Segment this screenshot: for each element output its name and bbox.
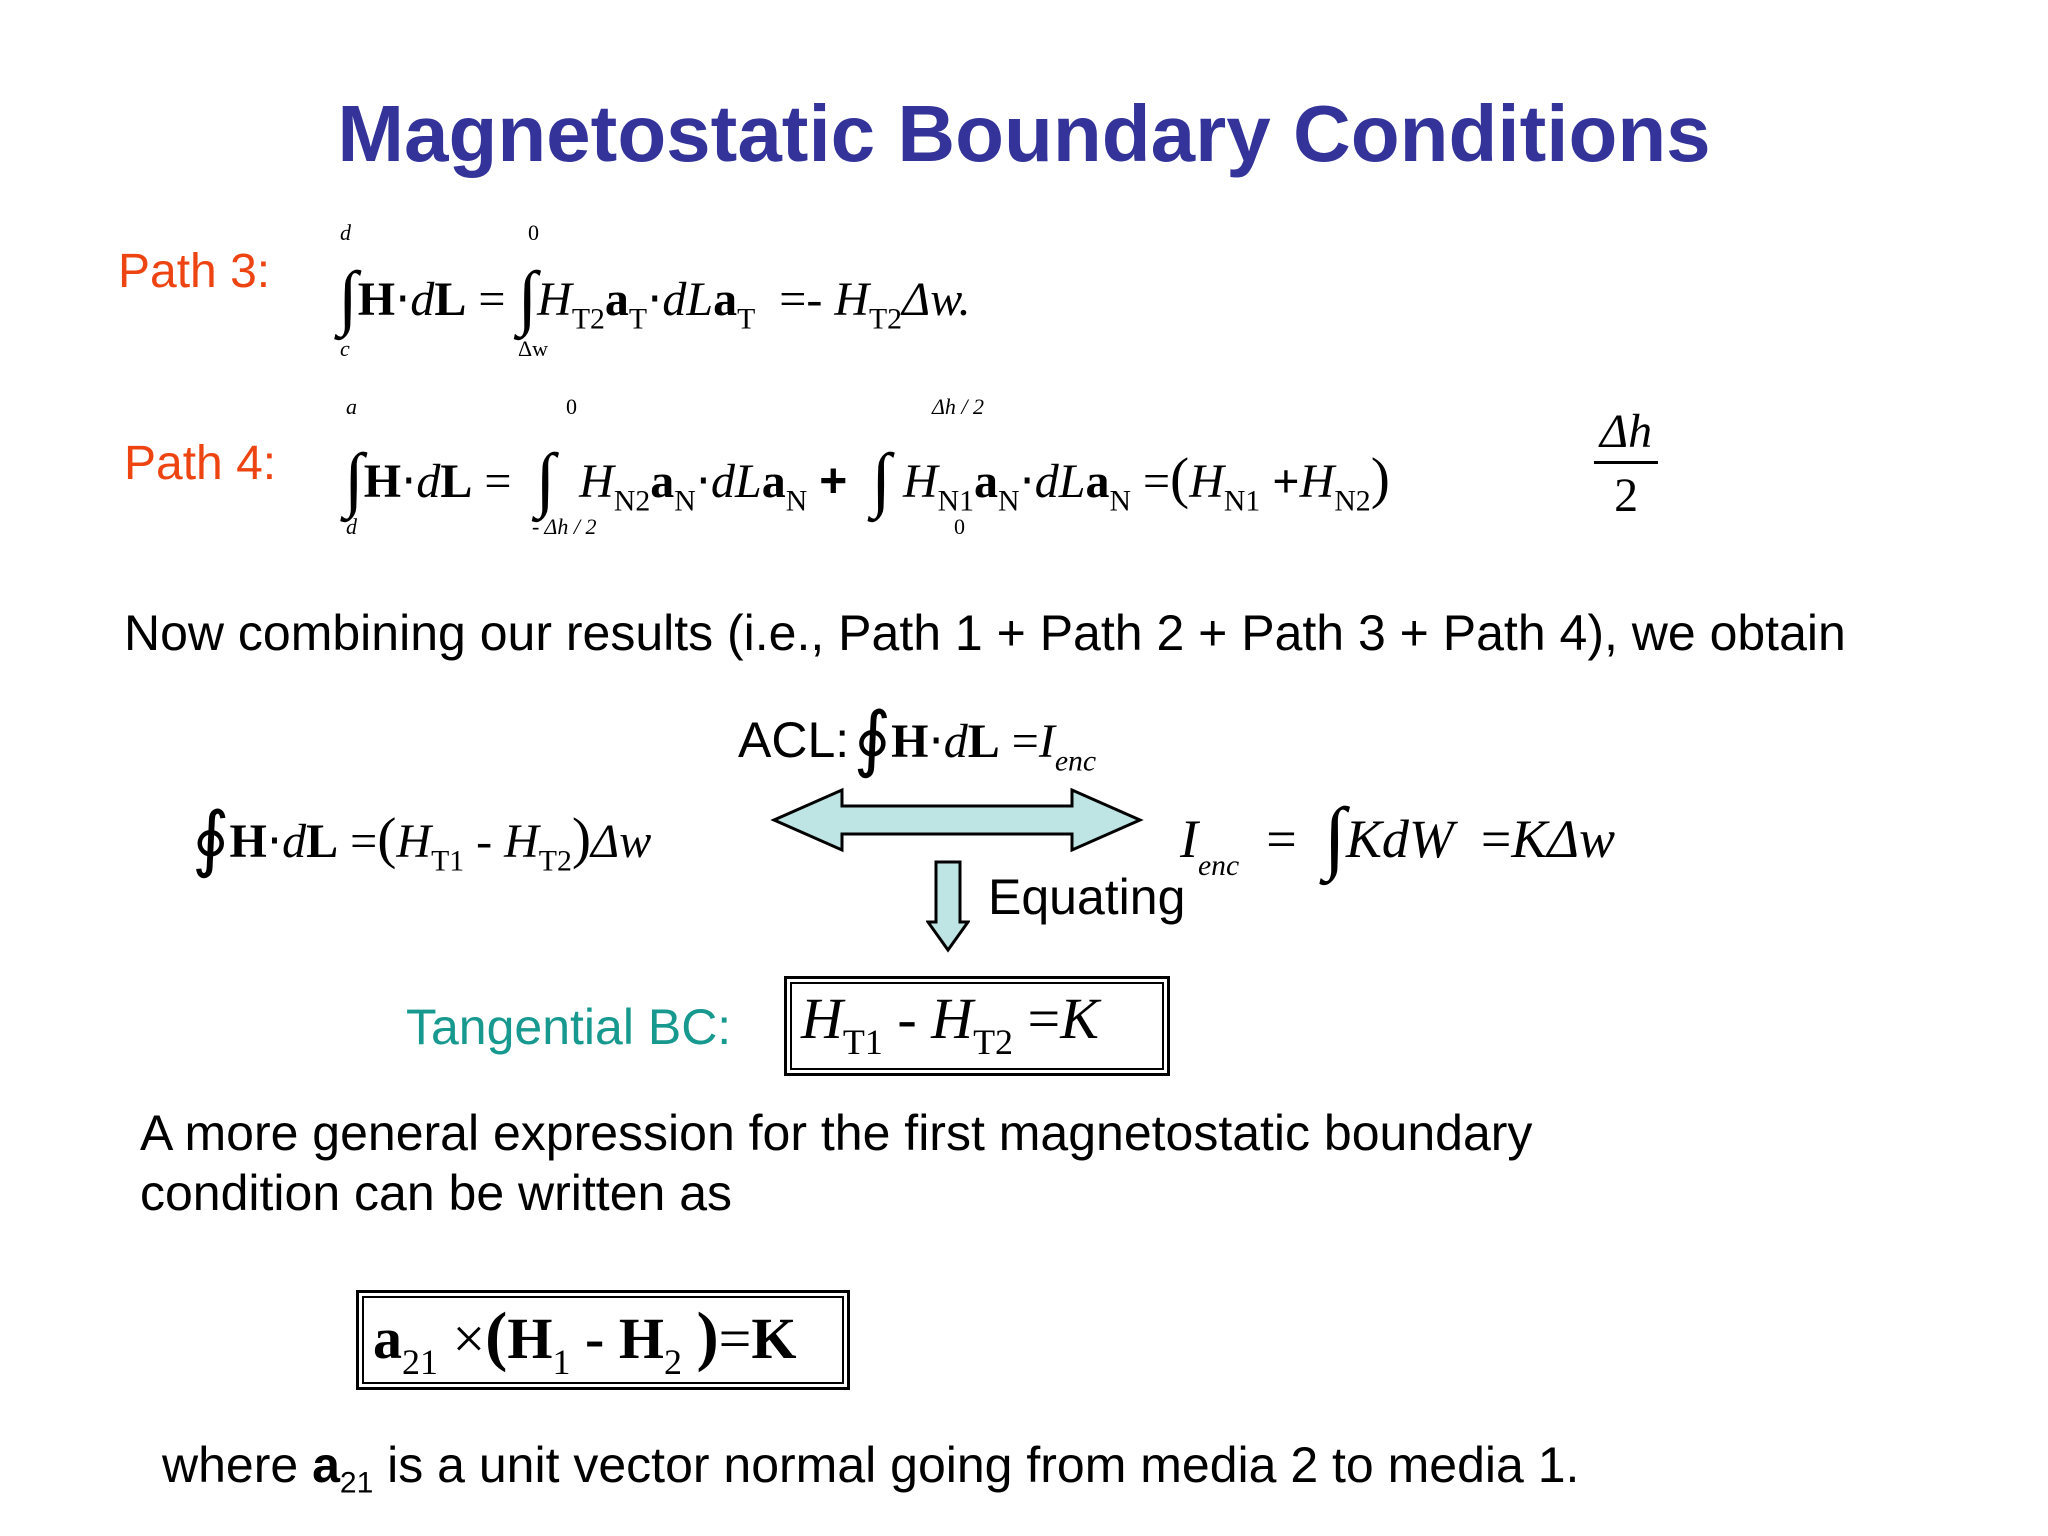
footer-text: where $a_{21}$ is a unit vector normal going from media 2 to media 1. [162, 1437, 1580, 1500]
general-equation-box: $a_{21} \times(H_1 - H_2$ )=K [356, 1290, 850, 1390]
path4-int2-lower: - Δh / 2 [532, 514, 597, 539]
path4-label: Path 4: [124, 437, 277, 490]
path4-int3-lower: 0 [954, 514, 965, 539]
acl-label: ACL: [738, 712, 850, 768]
integral-icon: ∫ [535, 438, 556, 519]
path3-int2-lower: Δw [518, 336, 549, 361]
down-arrow-icon [926, 858, 970, 954]
equating-label: Equating [988, 869, 1186, 925]
integral-icon: ∫ [517, 256, 538, 337]
double-arrow-icon [770, 786, 1144, 854]
acl-equation: ACL: ∮H⋅dL $=I_{enc}$ [738, 698, 1097, 779]
left-equation: ∮H⋅dL $=(H_{T1} - H_{T2})\Delta w$ [192, 798, 652, 879]
general-text-line1: A more general expression for the first magnetostatic boundary [140, 1105, 1533, 1161]
path4-int3-upper: Δh / 2 [932, 394, 985, 419]
slide-title: Magnetostatic Boundary Conditions [337, 89, 1711, 178]
path4-int1-lower: d [346, 514, 357, 539]
path4-fraction: $\frac{\Delta h}{2}$ [1594, 404, 1658, 523]
path4-int1-upper: a [346, 394, 357, 419]
down-arrow-shape [928, 862, 968, 950]
path4-int2-upper: 0 [566, 394, 577, 419]
integral-icon: ∫ [871, 438, 891, 519]
path3-int1-upper: d [340, 220, 351, 245]
double-arrow-shape [774, 790, 1140, 850]
combine-text: Now combining our results (i.e., Path 1 + Path 2 + Path 3 + Path 4), we obtain [124, 605, 1846, 661]
right-equation: $I_{enc} = \int KdW =K\Delta w$ [1180, 791, 1616, 882]
integral-icon: ∫ [338, 256, 358, 337]
path3-label: Path 3: [118, 245, 271, 298]
path3-int2-upper: 0 [528, 220, 539, 245]
path3-int1-lower: c [340, 336, 350, 361]
general-text-line2: condition can be written as [140, 1165, 733, 1221]
tangential-equation-box: $H_{T1} - H_{T2} =K$ [784, 976, 1170, 1076]
tangential-label: Tangential BC: [406, 999, 732, 1055]
integral-icon: ∫ [344, 438, 364, 519]
